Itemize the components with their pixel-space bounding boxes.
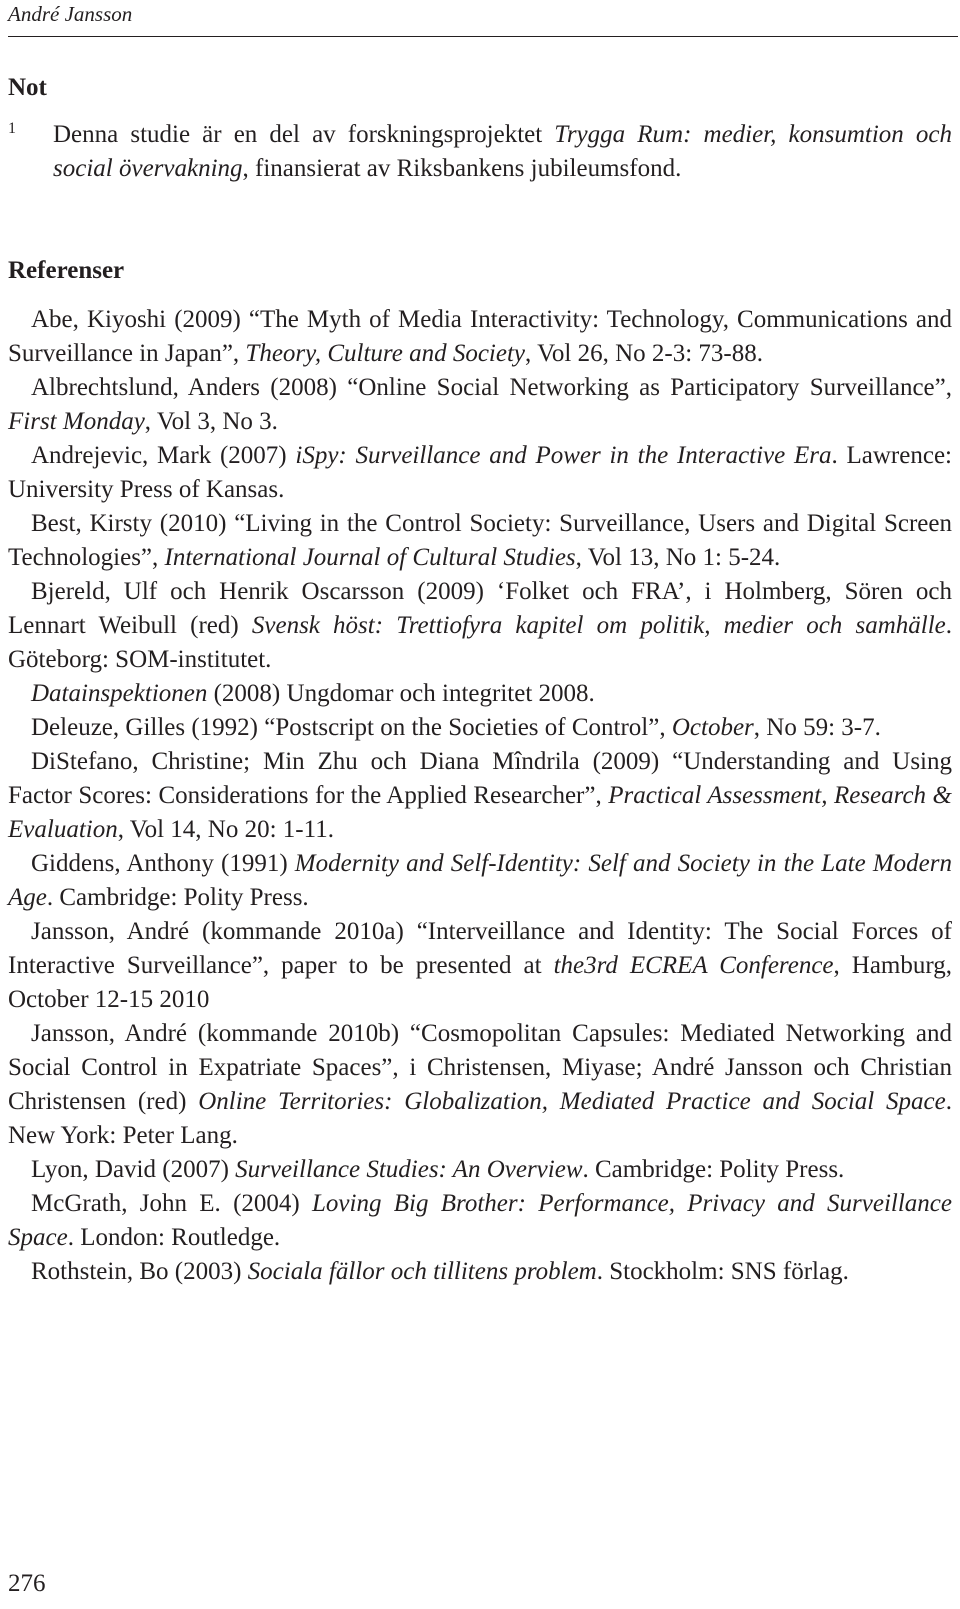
reference-text: . Cambridge: Polity Press.: [582, 1156, 845, 1183]
reference-text: DiStefano, Christine; Min Zhu och Diana Mîndrila (2009) “Understanding and Using Factor Scores: Considerations for the Applied Researcher”,: [8, 748, 952, 809]
reference-title: Practical Assessment, Research & Evaluation: [8, 782, 952, 843]
reference-text: Deleuze, Gilles (1992) “Postscript on the Societies of Control”,: [31, 714, 672, 741]
reference-text: Jansson, André (kommande 2010a) “Interveillance and Identity: The Social Forces of Interactive Surveillance”, paper to be presented at: [8, 918, 952, 979]
reference-entry: [8, 507, 952, 575]
reference-text: . London: Routledge.: [67, 1224, 281, 1251]
reference-entry: [8, 847, 952, 915]
reference-entry: [8, 1187, 952, 1255]
reference-entry: [8, 1255, 952, 1289]
reference-text: Best, Kirsty (2010) “Living in the Control Society: Surveillance, Users and Digital Screen Technologies”,: [8, 510, 952, 571]
reference-title: First Monday: [8, 408, 145, 435]
reference-text: , Hamburg, October 12-15 2010: [8, 952, 952, 1013]
reference-text: Rothstein, Bo (2003): [31, 1258, 248, 1285]
reference-entry: [8, 915, 952, 1017]
reference-entry: [8, 1153, 952, 1187]
reference-text: , Vol 14, No 20: 1-11.: [117, 816, 334, 843]
reference-entry: [8, 575, 952, 677]
reference-text: . Stockholm: SNS förlag.: [596, 1258, 849, 1285]
reference-entry: [8, 1017, 952, 1153]
reference-entry: [8, 303, 952, 371]
reference-title: Svensk höst: Trettiofyra kapitel om politik, medier och samhälle: [251, 612, 946, 639]
reference-entry: [8, 677, 952, 711]
reference-title: Theory, Culture and Society: [245, 340, 526, 367]
reference-title: iSpy: Surveillance and Power in the Interactive Era: [295, 442, 832, 469]
running-header: [8, 0, 958, 37]
footnote-text-part: , finansierat av Riksbankens jubileumsfond.: [242, 155, 682, 182]
reference-text: Giddens, Anthony (1991): [31, 850, 295, 877]
reference-text: . Cambridge: Polity Press.: [46, 884, 309, 911]
reference-title: Loving Big Brother: Performance, Privacy and Surveillance Space: [8, 1190, 952, 1251]
page-number: 276: [8, 1570, 46, 1597]
reference-title: October: [671, 714, 754, 741]
reference-text: Jansson, André (kommande 2010b) “Cosmopolitan Capsules: Mediated Networking and Social Control in Expatriate Spaces”, i Christensen, Miyase; André Jansson och Christian Christensen (red): [8, 1020, 952, 1115]
reference-title: International Journal of Cultural Studies: [164, 544, 576, 571]
reference-text: Albrechtslund, Anders (2008) “Online Social Networking as Participatory Surveillance”,: [31, 374, 952, 401]
reference-entry: [8, 745, 952, 847]
reference-text: (2008) Ungdomar och integritet 2008.: [207, 680, 595, 707]
reference-title: Online Territories: Globalization, Mediated Practice and Social Space: [198, 1088, 946, 1115]
note-heading: Not: [8, 74, 47, 101]
footnote: [8, 118, 952, 186]
footnote-text-part: Denna studie är en del av forskningsprojektet: [53, 121, 555, 148]
header-author: André Jansson: [8, 2, 133, 26]
footnote-number: 1: [8, 120, 16, 137]
reference-text: . New York: Peter Lang.: [8, 1088, 952, 1149]
reference-entry: [8, 371, 952, 439]
reference-entry: [8, 711, 952, 745]
reference-text: Abe, Kiyoshi (2009) “The Myth of Media Interactivity: Technology, Communications and Surveillance in Japan”,: [8, 306, 952, 367]
reference-title: Surveillance Studies: An Overview: [235, 1156, 583, 1183]
reference-text: McGrath, John E. (2004): [31, 1190, 313, 1217]
reference-text: Lyon, David (2007): [31, 1156, 236, 1183]
reference-entry: [8, 439, 952, 507]
footnote-text: [8, 118, 952, 186]
footnote-project-title: Trygga Rum: medier, konsumtion och social övervakning: [53, 121, 952, 182]
reference-title: the3rd ECREA Conference: [553, 952, 834, 979]
reference-title: Datainspektionen: [31, 680, 208, 707]
reference-title: Sociala fällor och tillitens problem: [247, 1258, 597, 1285]
reference-list: [8, 303, 952, 1289]
reference-text: Andrejevic, Mark (2007): [31, 442, 296, 469]
reference-text: , No 59: 3-7.: [753, 714, 881, 741]
reference-text: . Lawrence: University Press of Kansas.: [8, 442, 952, 503]
reference-text: , Vol 3, No 3.: [144, 408, 278, 435]
reference-text: , Vol 13, No 1: 5-24.: [575, 544, 781, 571]
references-heading: Referenser: [8, 257, 125, 284]
reference-title: Modernity and Self-Identity: Self and Society in the Late Modern Age: [8, 850, 952, 911]
reference-text: , Vol 26, No 2-3: 73-88.: [525, 340, 763, 367]
reference-text: . Göteborg: SOM-institutet.: [8, 612, 952, 673]
reference-text: Bjereld, Ulf och Henrik Oscarsson (2009) ‘Folket och FRA’, i Holmberg, Sören och Lennart Weibull (red): [8, 578, 952, 639]
